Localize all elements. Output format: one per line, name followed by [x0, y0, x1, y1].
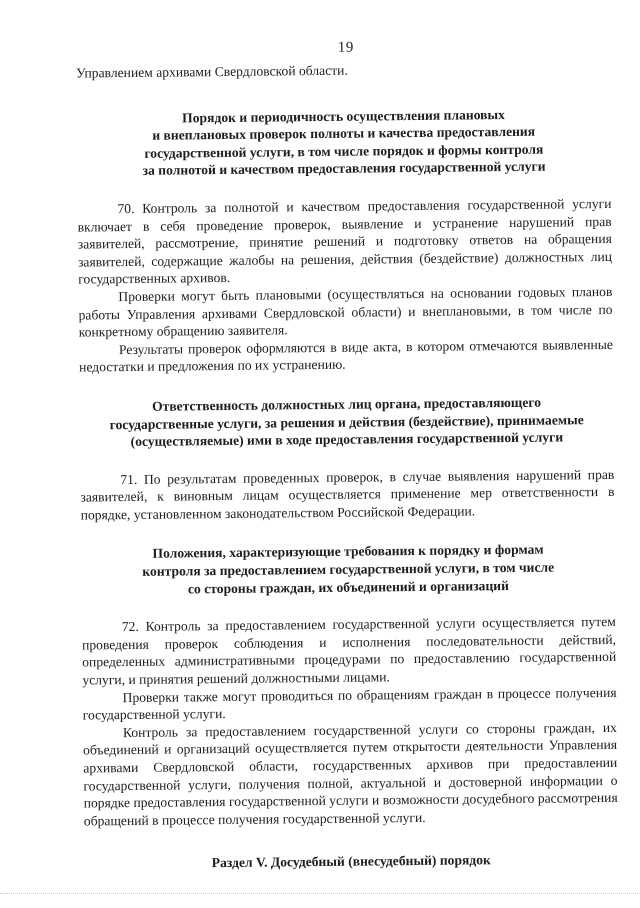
- page-content: [76, 59, 618, 874]
- heading-line: Положения, характеризующие требования к порядку и формам: [152, 542, 544, 562]
- heading-line: со стороны граждан, их объединений и организаций: [187, 577, 509, 597]
- heading-line: за полнотой и качеством предоставления государственной услуги: [142, 158, 546, 179]
- paragraph-inspections-types: Проверки могут быть плановыми (осуществляться на основании годовых планов работы Управления архивами Свердловской области) и внеплановыми, в том числе по конкретному обращению заявителя.: [78, 283, 613, 340]
- heading-line: (осуществляемые) ими в ходе предоставления государственной услуги: [130, 429, 564, 450]
- heading-line: государственные услуги, за решения и действия (бездействие), принимаемые: [109, 411, 584, 432]
- paragraph-70: 70. Контроль за полнотой и качеством предоставления государственной услуги включает в себя проведение проверок, выявление и устранение нарушений прав заявителей, рассмотрение, принятие решений и подготовку ответов на обращения заявителей, содержащие жалобы на решения, действия (бездействие) должностных лиц государственных архивов.: [77, 195, 613, 287]
- heading-line: и внеплановых проверок полноты и качества предоставления: [152, 123, 536, 143]
- heading-line: государственной услуги, в том числе порядок и формы контроля: [144, 141, 544, 161]
- heading-line: контроля за предоставлением государственной услуги, в том числе: [142, 559, 555, 579]
- paragraph-citizen-requests: Проверки также могут проводиться по обращениям граждан в процессе получения государственной услуги.: [82, 684, 617, 723]
- paragraph-71: 71. По результатам проведенных проверок, в случае выявления нарушений прав заявителей, к виновным лицам осуществляется применение мер ответственности в порядке, установленном законодательством Российской Федерации.: [80, 466, 615, 523]
- section-heading-control-requirements: [81, 540, 616, 598]
- heading-line: Порядок и периодичность осуществления плановых: [182, 106, 505, 126]
- section-heading-inspections: [76, 105, 611, 181]
- page-number: 19: [337, 39, 354, 56]
- section-heading-responsibility: [79, 393, 614, 451]
- paragraph-72: 72. Контроль за предоставлением государственной услуги осуществляется путем проведения проверок соблюдения и исполнения последовательности действий, определенных административными процедурами по предоставлению государственной услуги, и принятия решений должностными лицами.: [81, 614, 617, 688]
- scan-edge-divider: [0, 893, 640, 896]
- paragraph-public-control: Контроль за предоставлением государственной услуги со стороны граждан, их объединений и организаций осуществляется путем открытости деятельности Управления архивами Свердловской области, государственных архивов при предоставлении государственной услуги, получения полной, актуальной и достоверной информации о порядке предоставления государственной услуги и возможности досудебного рассмотрения обращений в процессе получения государственной услуги.: [83, 719, 618, 829]
- continuation-line: Управлением архивами Свердловской области.: [75, 62, 348, 81]
- section-v-heading: Раздел V. Досудебный (внесудебный) порядок: [211, 852, 491, 871]
- heading-line: Ответственность должностных лиц органа, предоставляющего: [151, 394, 542, 414]
- paragraph-inspection-results: Результаты проверок оформляются в виде акта, в котором отмечаются выявленные недостатки и предложения по их устранению.: [79, 336, 613, 375]
